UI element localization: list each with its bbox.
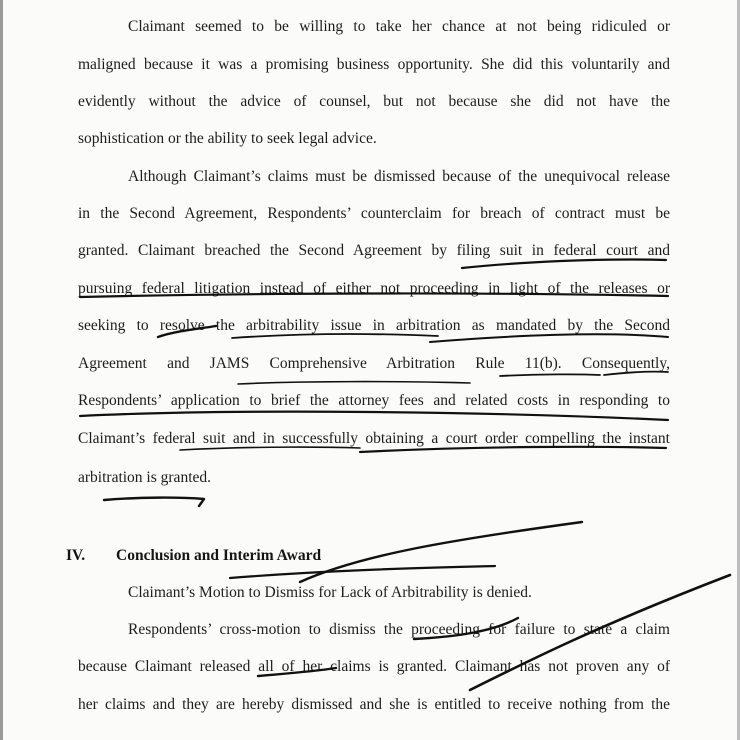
section-title: Conclusion and Interim Award	[116, 547, 322, 564]
section-heading	[66, 543, 321, 569]
paragraph-2-line-6: Agreement and JAMS Comprehensive Arbitration Rule 11(b). Consequently,	[78, 355, 670, 372]
paragraph-2-line-2: in the Second Agreement, Respondents’ counterclaim for breach of contract must be	[78, 205, 670, 222]
paragraph-2-line-5: seeking to resolve the arbitrability issue in arbitration as mandated by the Second	[78, 317, 670, 334]
paragraph-2-line-1: Although Claimant’s claims must be dismissed because of the unequivocal release	[128, 168, 670, 185]
section-number: IV.	[66, 547, 86, 564]
conclusion-line-3: because Claimant released all of her claims is granted. Claimant has not proven any of	[78, 658, 670, 675]
curve-section-stroke	[300, 522, 582, 582]
paragraph-1-line-4: sophistication or the ability to seek legal advice.	[78, 130, 377, 147]
paragraph-1-line-1: Claimant seemed to be willing to take her chance at not being ridiculed or	[128, 18, 670, 35]
conclusion-line-2: Respondents’ cross-motion to dismiss the proceeding for failure to state a claim	[128, 621, 670, 638]
paragraph-1-line-3: evidently without the advice of counsel, but not because she did not have the	[78, 93, 670, 110]
underline-jams-rule	[238, 382, 470, 384]
paragraph-2-line-3: granted. Claimant breached the Second Agreement by filing suit in federal court and	[78, 242, 670, 259]
underline-granted-arrow	[104, 498, 204, 506]
paragraph-2-line-4: pursuing federal litigation instead of either not proceeding in light of the releases or	[78, 280, 670, 297]
paragraph-2-line-9: arbitration is granted.	[78, 469, 211, 486]
page-edge-left	[0, 0, 3, 740]
paragraph-2-line-7: Respondents’ application to brief the attorney fees and related costs in responding to	[78, 392, 670, 409]
paragraph-1-line-2: maligned because it was a promising business opportunity. She did this voluntarily and	[78, 56, 670, 73]
conclusion-line-4: her claims and they are hereby dismissed and she is entitled to receive nothing from the	[78, 696, 670, 713]
conclusion-line-1: Claimant’s Motion to Dismiss for Lack of Arbitrability is denied.	[128, 584, 532, 601]
paragraph-2-line-8: Claimant’s federal suit and in successfully obtaining a court order compelling the instant	[78, 430, 670, 447]
